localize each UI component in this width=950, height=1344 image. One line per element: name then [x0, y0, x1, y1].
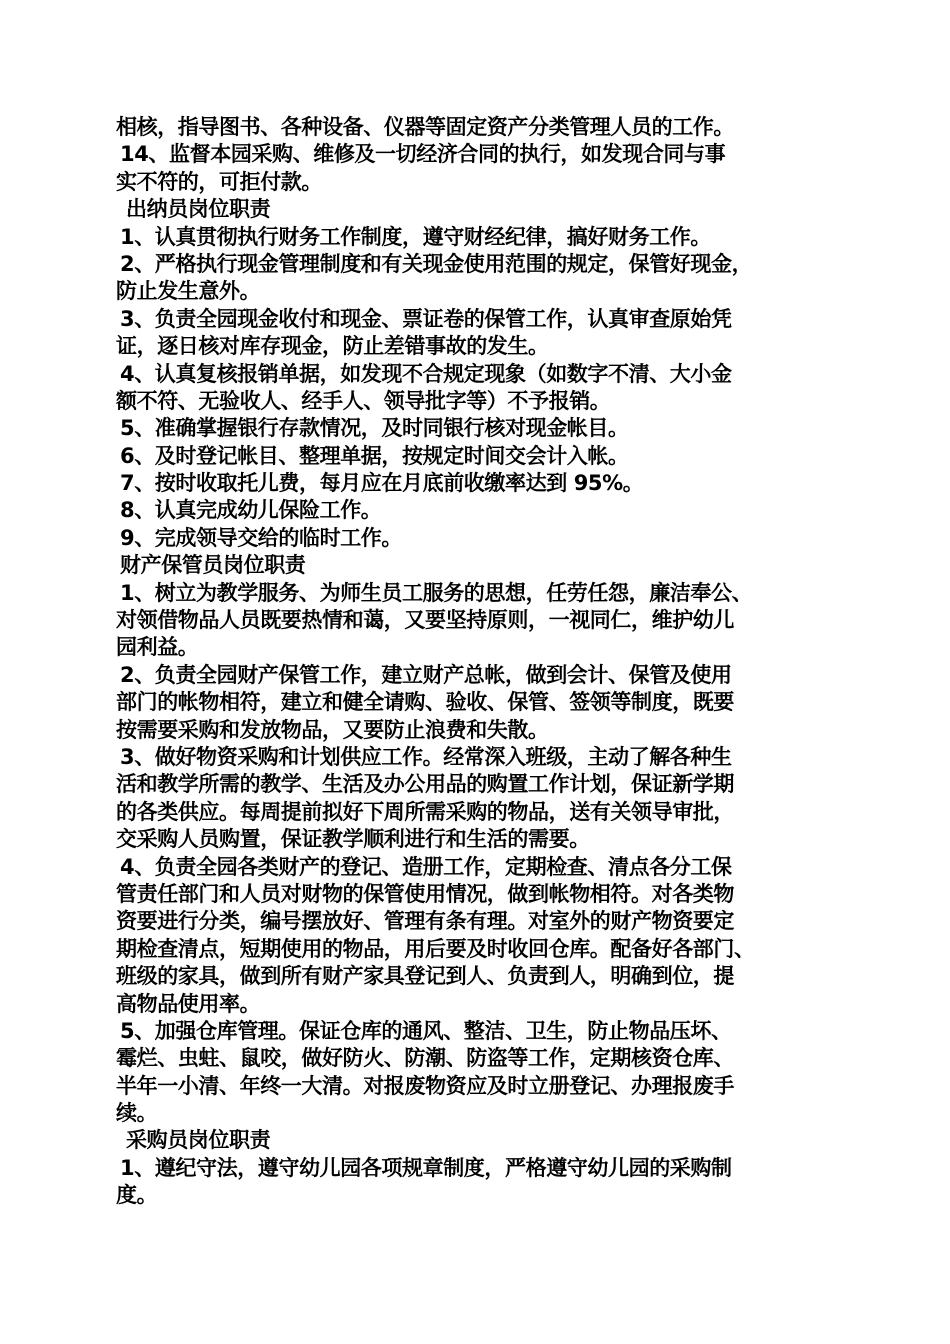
text-line: 相核，指导图书、各种设备、仪器等固定资产分类管理人员的工作。	[116, 115, 734, 139]
text-line: 交采购人员购置，保证教学顺利进行和生活的需要。	[116, 827, 590, 852]
list-item: 5、准确掌握银行存款情况，及时同银行核对现金帐目。	[120, 416, 629, 441]
section-heading-purchaser: 采购员岗位职责	[126, 1128, 271, 1153]
list-item: 1、遵纪守法，遵守幼儿园各项规章制度，严格遵守幼儿园的采购制	[120, 1155, 732, 1180]
text-line: 对领借物品人员既要热情和蔼，又要坚持原则，一视同仁，维护幼儿	[116, 608, 734, 633]
list-item: 6、及时登记帐目、整理单据，按规定时间交会计入帐。	[120, 443, 629, 468]
list-item-14: 14、监督本园采购、维修及一切经济合同的执行，如发现合同与事	[120, 142, 726, 167]
section-heading-cashier: 出纳员岗位职责	[126, 197, 271, 222]
list-item: 8、认真完成幼儿保险工作。	[120, 498, 382, 523]
list-item: 7、按时收取托儿费，每月应在月底前收缴率达到 95%。	[120, 471, 644, 496]
text-line: 管责任部门和人员对财物的保管使用情况，做到帐物相符。对各类物	[116, 881, 734, 906]
text-line: 的各类供应。每周提前拟好下周所需采购的物品，送有关领导审批，	[116, 799, 734, 824]
list-item: 1、认真贯彻执行财务工作制度，遵守财经纪律，搞好财务工作。	[120, 224, 712, 249]
text-line: 额不符、无验收人、经手人、领导批字等）不予报销。	[116, 388, 611, 413]
text-line: 续。	[116, 1101, 158, 1126]
text-line: 部门的帐物相符，建立和健全请购、验收、保管、签领等制度，既要	[116, 690, 734, 715]
text-line: 度。	[116, 1183, 158, 1208]
list-item: 2、负责全园财产保管工作，建立财产总帐，做到会计、保管及使用	[120, 662, 732, 687]
text-line: 按需要采购和发放物品，又要防止浪费和失散。	[116, 717, 549, 742]
text-line: 班级的家具，做到所有财产家具登记到人、负责到人，明确到位，提	[116, 964, 734, 989]
text-line: 实不符的，可拒付款。	[116, 169, 322, 194]
text-line: 证，逐日核对库存现金，防止差错事故的发生。	[116, 334, 549, 359]
text-line: 园利益。	[116, 635, 199, 660]
section-heading-property-keeper: 财产保管员岗位职责	[120, 553, 306, 578]
list-item: 5、加强仓库管理。保证仓库的通风、整洁、卫生，防止物品压坏、	[120, 1018, 732, 1043]
list-item: 9、完成领导交给的临时工作。	[120, 525, 403, 550]
text-line: 期检查清点，短期使用的物品，用后要及时收回仓库。配备好各部门、	[116, 936, 755, 961]
text-line: 高物品使用率。	[116, 991, 261, 1016]
list-item: 2、严格执行现金管理制度和有关现金使用范围的规定，保管好现金，	[120, 251, 753, 276]
document-body	[116, 114, 856, 1210]
text-line: 半年一小清、年终一大清。对报废物资应及时立册登记、办理报废手	[116, 1073, 734, 1098]
list-item: 3、做好物资采购和计划供应工作。经常深入班级，主动了解各种生	[120, 744, 732, 769]
text-line: 防止发生意外。	[116, 279, 261, 304]
text-line: 活和教学所需的教学、生活及办公用品的购置工作计划，保证新学期	[116, 772, 734, 797]
list-item: 1、树立为教学服务、为师生员工服务的思想，任劳任怨，廉洁奉公、	[120, 580, 753, 605]
list-item: 4、认真复核报销单据，如发现不合规定现象（如数字不清、大小金	[120, 361, 732, 386]
text-line: 资要进行分类，编号摆放好、管理有条有理。对室外的财产物资要定	[116, 909, 734, 934]
text-line: 霉烂、虫蛀、鼠咬，做好防火、防潮、防盗等工作，定期核资仓库、	[116, 1046, 734, 1071]
list-item: 3、负责全园现金收付和现金、票证卷的保管工作，认真审查原始凭	[120, 306, 732, 331]
list-item: 4、负责全园各类财产的登记、造册工作，定期检查、清点各分工保	[120, 854, 732, 879]
